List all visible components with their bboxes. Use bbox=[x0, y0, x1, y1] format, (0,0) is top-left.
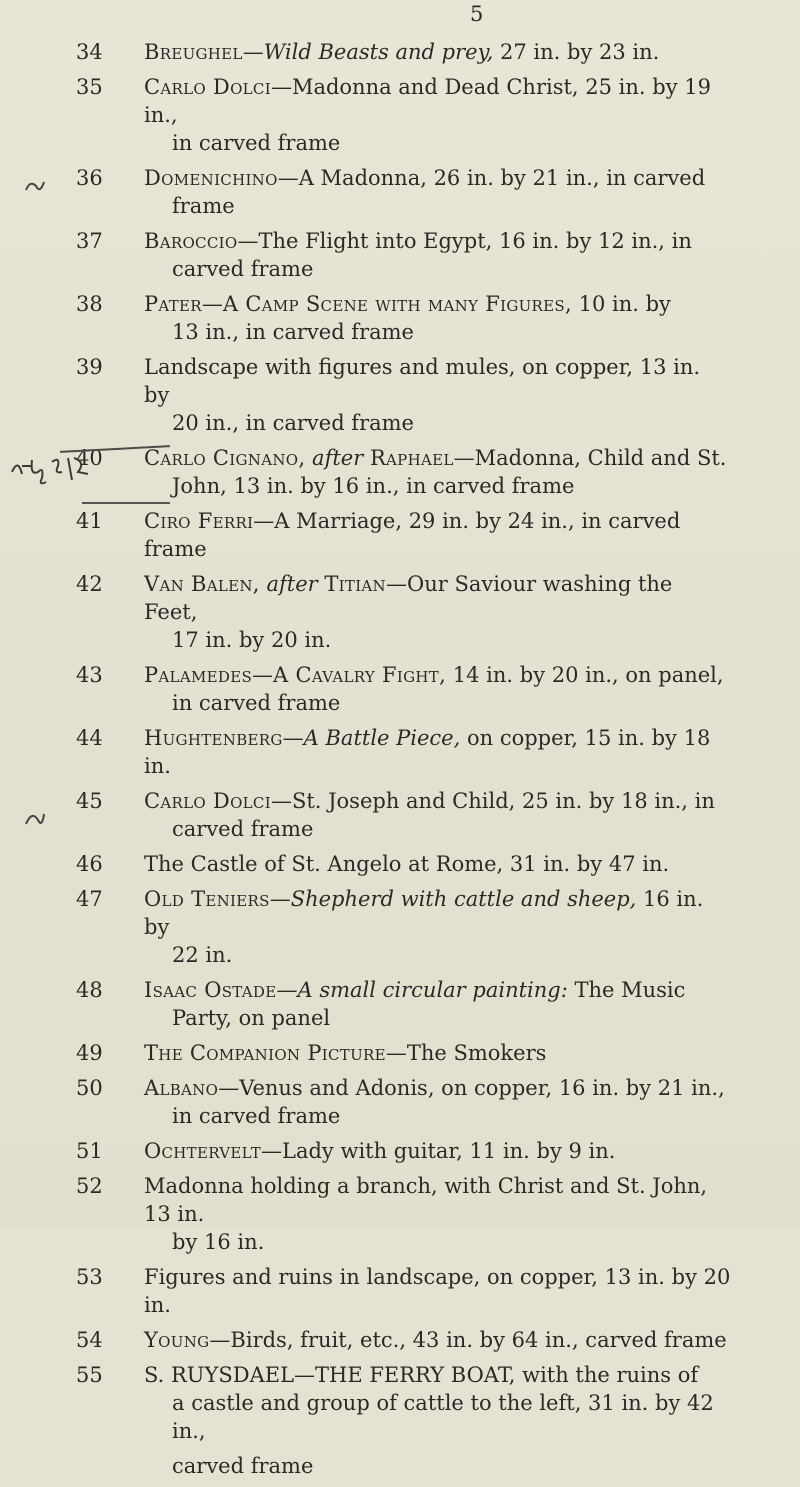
continuation-line: frame bbox=[172, 194, 235, 218]
artist-name: A Cavalry Fight, bbox=[273, 663, 447, 687]
catalogue-entry bbox=[0, 164, 800, 220]
description-text: — bbox=[242, 40, 264, 64]
description-text: Figures and ruins in landscape, on copper, 13 in. by 20 in. bbox=[144, 1265, 731, 1317]
artist-name: Ciro Ferri bbox=[144, 509, 254, 533]
description-text: —St. Joseph and Child, 25 in. by 18 in., in bbox=[270, 789, 715, 813]
artist-name: Titian bbox=[324, 572, 386, 596]
artist-name: Young bbox=[144, 1328, 210, 1352]
description-text: —The Smokers bbox=[385, 1041, 547, 1065]
lot-description bbox=[132, 976, 732, 1032]
lot-description bbox=[132, 1039, 732, 1067]
continuation-line: in carved frame bbox=[172, 131, 341, 155]
continuation-line: in carved frame bbox=[172, 691, 341, 715]
lot-number: 48 bbox=[76, 978, 103, 1002]
catalogue-entry bbox=[0, 353, 800, 437]
artist-name: Hughtenberg bbox=[144, 726, 283, 750]
continuation-line: carved frame bbox=[172, 257, 314, 281]
lot-number: 47 bbox=[76, 887, 103, 911]
lot-number: 46 bbox=[76, 852, 103, 876]
lot-number-cell bbox=[0, 507, 132, 535]
continuation-line: 13 in., in carved frame bbox=[172, 320, 414, 344]
description-text: S. RUYSDAEL—THE FERRY BOAT, with the ruins of bbox=[144, 1363, 699, 1387]
description-text: 16 in. by bbox=[144, 887, 704, 939]
lot-number-cell bbox=[0, 1137, 132, 1165]
lot-number: 40 bbox=[76, 446, 103, 470]
artist-name: Raphael bbox=[369, 446, 454, 470]
lot-description bbox=[132, 885, 732, 969]
artist-name: Breughel bbox=[144, 40, 243, 64]
lot-number: 51 bbox=[76, 1139, 103, 1163]
description-text: 14 in. by 20 in., on panel, bbox=[446, 663, 724, 687]
continuation-line: carved frame bbox=[172, 1454, 314, 1478]
description-text: The Castle of St. Angelo at Rome, 31 in. by 47 in. bbox=[144, 852, 670, 876]
description-text: —Birds, fruit, etc., 43 in. by 64 in., carved frame bbox=[209, 1328, 727, 1352]
artist-name: Pater bbox=[144, 292, 202, 316]
lot-number-cell bbox=[0, 1452, 132, 1480]
page-number: 5 bbox=[470, 2, 484, 26]
description-text: —Lady with guitar, 11 in. by 9 in. bbox=[261, 1139, 616, 1163]
continuation-line: John, 13 in. by 16 in., in carved frame bbox=[172, 474, 575, 498]
description-text: — bbox=[276, 978, 298, 1002]
continuation-line: Party, on panel bbox=[172, 1006, 331, 1030]
italic-title: Wild Beasts and prey, bbox=[263, 40, 494, 64]
lot-description bbox=[132, 164, 732, 220]
lot-number: 42 bbox=[76, 572, 103, 596]
description-text: — bbox=[282, 726, 304, 750]
lot-description bbox=[132, 1263, 732, 1319]
lot-description bbox=[132, 290, 732, 346]
lot-number-cell bbox=[0, 353, 132, 381]
italic-title: A small circular painting: bbox=[297, 978, 568, 1002]
lot-number-cell bbox=[0, 290, 132, 318]
lot-number: 55 bbox=[76, 1363, 103, 1387]
catalogue-entry bbox=[0, 1326, 800, 1354]
catalogue-entry bbox=[0, 290, 800, 346]
lot-description bbox=[132, 227, 732, 283]
lot-number: 43 bbox=[76, 663, 103, 687]
description-text: 10 in. by bbox=[571, 292, 671, 316]
lot-description bbox=[132, 724, 732, 780]
lot-number: 45 bbox=[76, 789, 103, 813]
catalogue-entry bbox=[0, 850, 800, 878]
lot-number: 37 bbox=[76, 229, 103, 253]
description-text bbox=[363, 446, 370, 470]
description-text: —A Madonna, 26 in. by 21 in., in carved bbox=[277, 166, 706, 190]
artist-name: Carlo Dolci bbox=[144, 789, 271, 813]
lot-number: 38 bbox=[76, 292, 103, 316]
continuation-line: 20 in., in carved frame bbox=[172, 411, 414, 435]
lot-number-cell bbox=[0, 73, 132, 101]
lot-description bbox=[132, 1361, 732, 1445]
artist-name: Van Balen, bbox=[144, 572, 260, 596]
lot-number-cell bbox=[0, 1263, 132, 1291]
catalogue-entry bbox=[0, 787, 800, 843]
lot-number-cell bbox=[0, 570, 132, 598]
artist-name: Palamedes bbox=[144, 663, 253, 687]
catalogue-entry bbox=[0, 38, 800, 66]
catalogue-entry bbox=[0, 1074, 800, 1130]
lot-number-cell bbox=[0, 787, 132, 815]
italic-title: Shepherd with cattle and sheep, bbox=[290, 887, 637, 911]
description-text: —The Flight into Egypt, 16 in. by 12 in., in bbox=[237, 229, 692, 253]
lot-number: 52 bbox=[76, 1174, 103, 1198]
description-text: — bbox=[252, 663, 274, 687]
lot-number: 39 bbox=[76, 355, 103, 379]
italic-title: A Battle Piece, bbox=[303, 726, 461, 750]
artist-name: Ochtervelt bbox=[144, 1139, 262, 1163]
continuation-line: a castle and group of cattle to the left, 31 in. by 42 in., bbox=[172, 1391, 714, 1443]
lot-number-cell bbox=[0, 164, 132, 192]
lot-number-cell bbox=[0, 976, 132, 1004]
lot-number-cell bbox=[0, 850, 132, 878]
artist-name: Isaac Ostade bbox=[144, 978, 277, 1002]
lot-number-cell bbox=[0, 1074, 132, 1102]
lot-number: 41 bbox=[76, 509, 103, 533]
catalogue-entry bbox=[0, 885, 800, 969]
lot-description bbox=[132, 1452, 732, 1480]
description-text: — bbox=[201, 292, 223, 316]
lot-description bbox=[132, 787, 732, 843]
catalogue-entry bbox=[0, 1172, 800, 1256]
lot-number: 36 bbox=[76, 166, 103, 190]
description-text: —Madonna and Dead Christ, 25 in. by 19 in., bbox=[144, 75, 711, 127]
catalogue-entry bbox=[0, 661, 800, 717]
lot-description bbox=[132, 570, 732, 654]
lot-description bbox=[132, 1137, 732, 1165]
description-text: 27 in. by 23 in. bbox=[493, 40, 660, 64]
artist-name: Carlo Cignano, bbox=[144, 446, 306, 470]
lot-number-cell bbox=[0, 227, 132, 255]
lot-number: 35 bbox=[76, 75, 103, 99]
description-text: —Madonna, Child and St. bbox=[453, 446, 727, 470]
description-text: — bbox=[269, 887, 291, 911]
catalogue-entry bbox=[0, 1137, 800, 1165]
artist-name: A Camp Scene with many Figures, bbox=[222, 292, 572, 316]
lot-description bbox=[132, 444, 732, 500]
description-text: Landscape with figures and mules, on copper, 13 in. by bbox=[144, 355, 701, 407]
artist-name: The Companion Picture bbox=[144, 1041, 386, 1065]
description-text: —Our Saviour washing the Feet, bbox=[144, 572, 673, 624]
catalogue-entry bbox=[0, 73, 800, 157]
lot-number-cell bbox=[0, 1361, 132, 1389]
lot-description bbox=[132, 1172, 732, 1256]
pencil-rule bbox=[82, 502, 170, 504]
lot-number-cell bbox=[0, 661, 132, 689]
lot-number: 44 bbox=[76, 726, 103, 750]
lot-number: 34 bbox=[76, 40, 103, 64]
artist-name: Baroccio bbox=[144, 229, 238, 253]
lot-description bbox=[132, 1326, 732, 1354]
lot-number-cell bbox=[0, 885, 132, 913]
description-text: The Music bbox=[567, 978, 686, 1002]
catalogue-entry bbox=[0, 570, 800, 654]
catalogue-entry bbox=[0, 1039, 800, 1067]
description-text: Madonna holding a branch, with Christ and St. John, 13 in. bbox=[144, 1174, 708, 1226]
continuation-line: 22 in. bbox=[172, 943, 233, 967]
entries-list bbox=[0, 38, 800, 1487]
lot-description bbox=[132, 507, 732, 563]
artist-name: Albano bbox=[144, 1076, 219, 1100]
lot-description bbox=[132, 73, 732, 157]
description-text: —Venus and Adonis, on copper, 16 in. by 21 in., bbox=[218, 1076, 725, 1100]
catalogue-entry bbox=[0, 1452, 800, 1480]
description-text: —A Marriage, 29 in. by 24 in., in carved frame bbox=[144, 509, 681, 561]
lot-number-cell bbox=[0, 1326, 132, 1354]
lot-description bbox=[132, 38, 732, 66]
catalogue-entry bbox=[0, 724, 800, 780]
continuation-line: carved frame bbox=[172, 817, 314, 841]
lot-description bbox=[132, 850, 732, 878]
lot-number-cell bbox=[0, 724, 132, 752]
description-text: on copper, 15 in. by 18 in. bbox=[144, 726, 711, 778]
catalogue-entry bbox=[0, 507, 800, 563]
lot-number: 50 bbox=[76, 1076, 103, 1100]
lot-description bbox=[132, 1074, 732, 1130]
lot-number: 54 bbox=[76, 1328, 103, 1352]
lot-number-cell bbox=[0, 38, 132, 66]
artist-name: Old Teniers bbox=[144, 887, 270, 911]
artist-name: Domenichino bbox=[144, 166, 278, 190]
lot-number: 49 bbox=[76, 1041, 103, 1065]
italic-title: after bbox=[266, 572, 318, 596]
italic-title: after bbox=[312, 446, 364, 470]
artist-name: Carlo Dolci bbox=[144, 75, 271, 99]
catalogue-entry bbox=[0, 227, 800, 283]
lot-description bbox=[132, 661, 732, 717]
lot-description bbox=[132, 353, 732, 437]
continuation-line: by 16 in. bbox=[172, 1230, 265, 1254]
catalogue-entry bbox=[0, 1361, 800, 1445]
lot-number-cell bbox=[0, 1039, 132, 1067]
continuation-line: in carved frame bbox=[172, 1104, 341, 1128]
catalogue-entry bbox=[0, 976, 800, 1032]
catalogue-entry bbox=[0, 1263, 800, 1319]
catalogue-entry bbox=[0, 444, 800, 500]
lot-number-cell bbox=[0, 1172, 132, 1200]
continuation-line: 17 in. by 20 in. bbox=[172, 628, 332, 652]
lot-number: 53 bbox=[76, 1265, 103, 1289]
